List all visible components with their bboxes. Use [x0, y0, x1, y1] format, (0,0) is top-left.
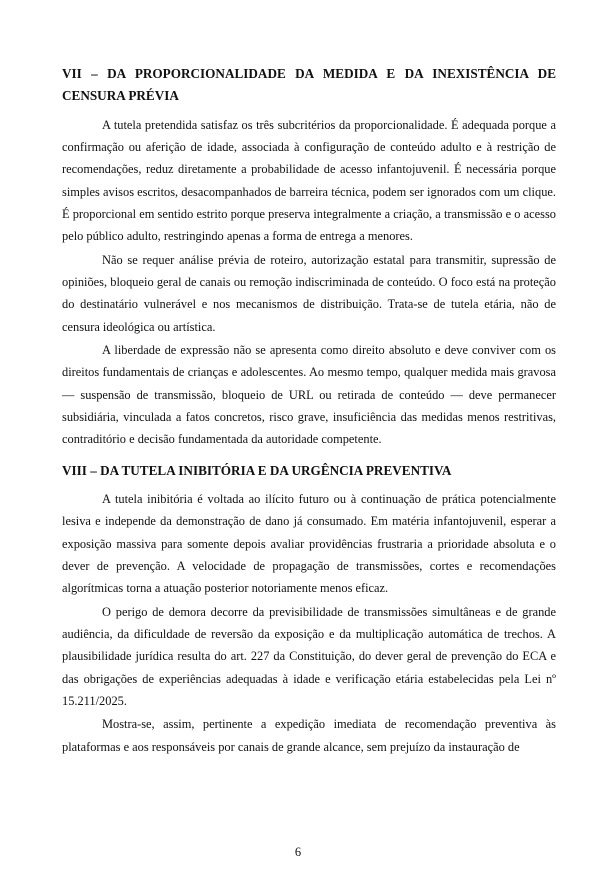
section-viii-paragraph-1: A tutela inibitória é voltada ao ilícito futuro ou à continuação de prática potencialmente lesiva e independe da demonstração de dano já consumado. Em matéria infantojuvenil, esperar a exposição massiva para somente depois avaliar providências frustraria a prioridade absoluta e o dever de prevenção. A velocidade de propagação de transmissões, cortes e recomendações algorítmicas torna a atuação posterior notoriamente menos eficaz. [62, 492, 556, 596]
section-viii-paragraph-2: O perigo de demora decorre da previsibilidade de transmissões simultâneas e de grande audiência, da dificuldade de reversão da exposição e da multiplicação automática de trechos. A plausibilidade jurídica resulta do art. 227 da Constituição, do dever geral de prevenção do ECA e das obrigações de experiências adequadas à idade e verificação etária estabelecidas pela Lei nº 15.211/2025. [62, 604, 556, 709]
page-content [62, 63, 556, 759]
section-vii-paragraph-3: A liberdade de expressão não se apresenta como direito absoluto e deve conviver com os direitos fundamentais de crianças e adolescentes. Ao mesmo tempo, qualquer medida mais gravosa — suspensão de transmissão, bloqueio de URL ou retirada de conteúdo — deve permanecer subsidiária, vinculada a fatos concretos, risco grave, insuficiência das medidas menos restritivas, contraditório e decisão fundamentada da autoridade competente. [62, 343, 556, 447]
section-vii-heading: VII – DA PROPORCIONALIDADE DA MEDIDA E DA INEXISTÊNCIA DE CENSURA PRÉVIA [62, 66, 556, 104]
section-vii-paragraph-2: Não se requer análise prévia de roteiro, autorização estatal para transmitir, supressão de opiniões, bloqueio geral de canais ou remoção indiscriminada de conteúdo. O foco está na proteção do destinatário vulnerável e nos mecanismos de distribuição. Trata-se de tutela etária, não de censura ideológica ou artística. [62, 252, 556, 334]
section-viii-paragraph-3: Mostra-se, assim, pertinente a expedição imediata de recomendação preventiva às plataformas e aos responsáveis por canais de grande alcance, sem prejuízo da instauração de [62, 717, 556, 754]
section-vii-paragraph-1: A tutela pretendida satisfaz os três subcritérios da proporcionalidade. É adequada porque a confirmação ou aferição de idade, associada à configuração de conteúdo adulto e à restrição de recomendações, reduz diretamente a probabilidade de acesso infantojuvenil. É necessária porque simples avisos escritos, desacompanhados de barreira técnica, podem ser ignorados com um clique. É proporcional em sentido estrito porque preserva integralmente a criação, a transmissão e o acesso pelo público adulto, restringindo apenas a forma de entrega a menores. [62, 117, 556, 244]
section-viii-heading: VIII – DA TUTELA INIBITÓRIA E DA URGÊNCIA PREVENTIVA [62, 462, 452, 478]
page-number: 6 [294, 845, 302, 859]
